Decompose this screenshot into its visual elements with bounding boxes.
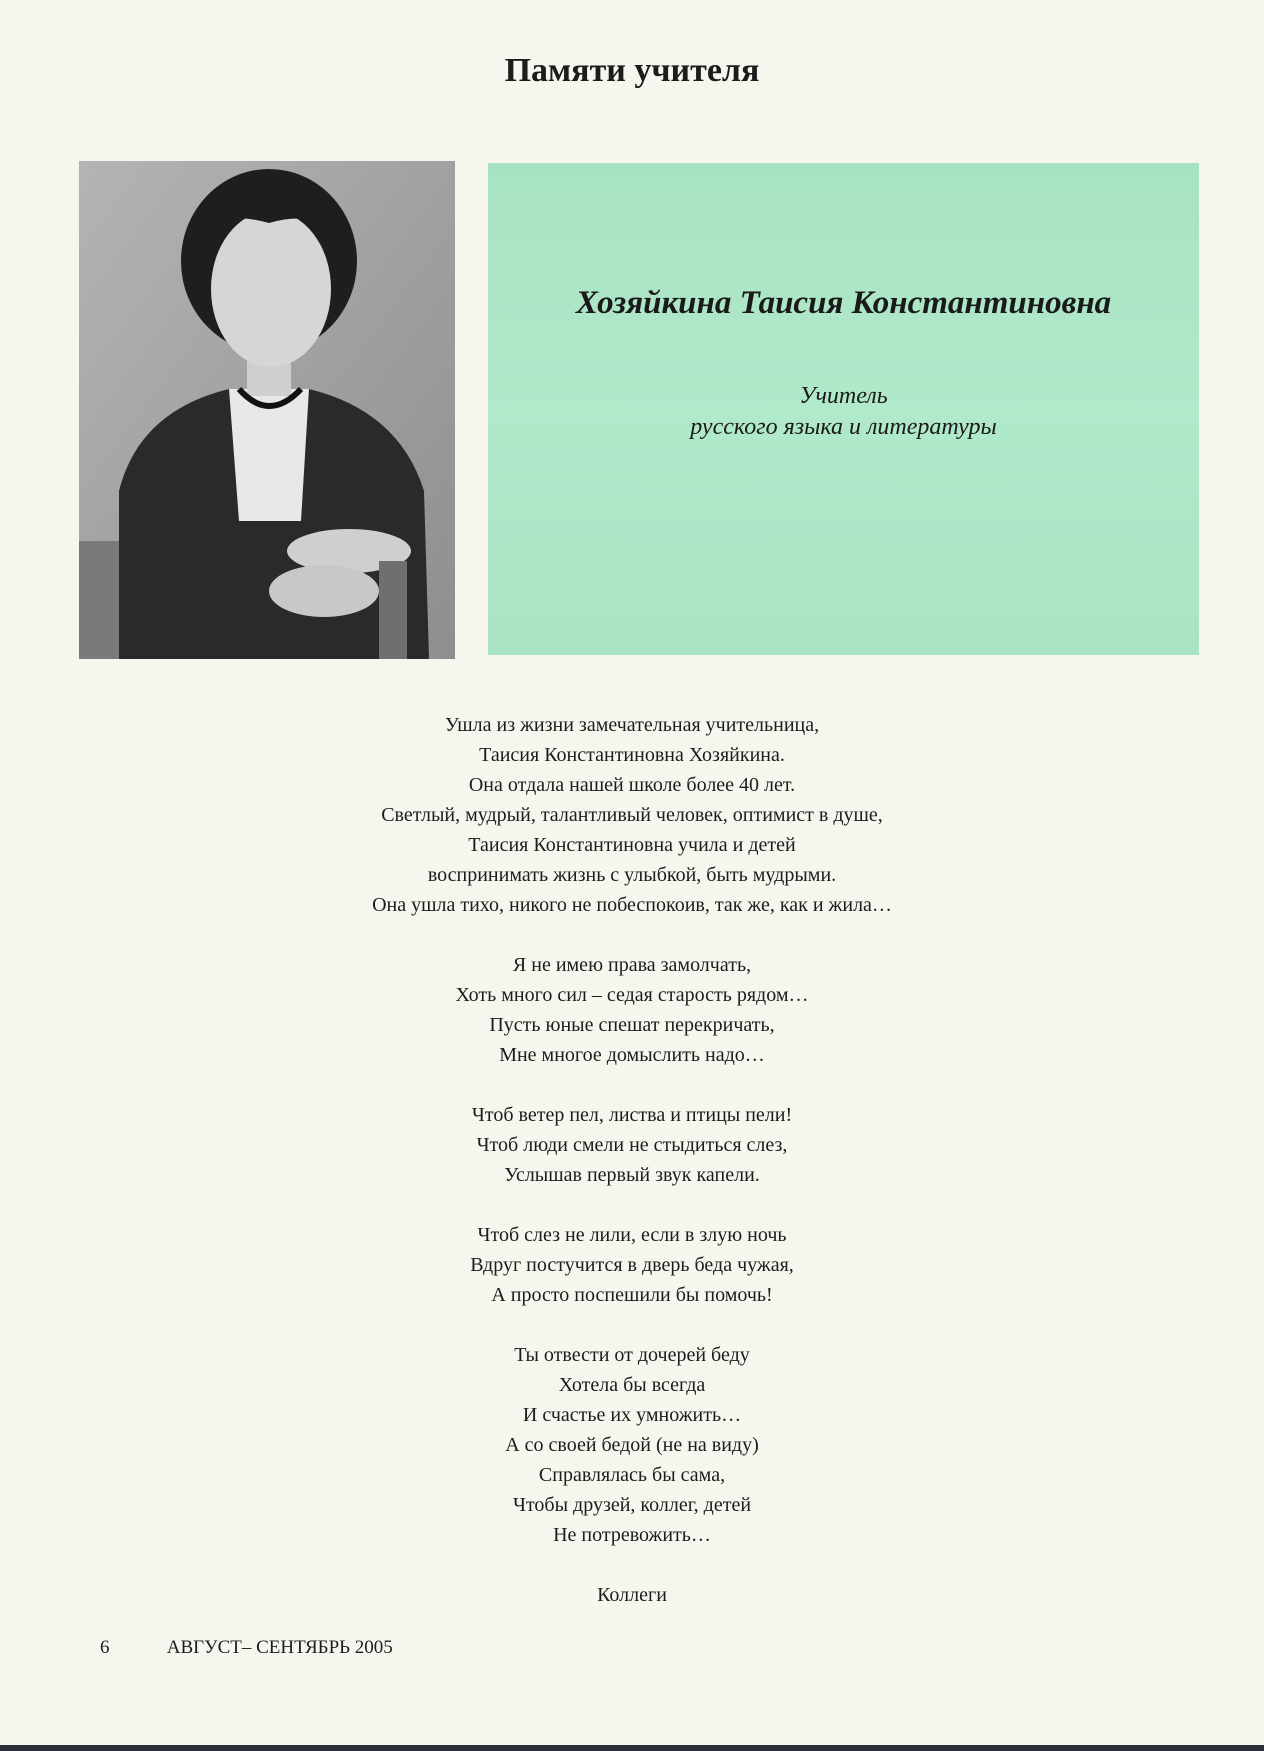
portrait-image [79,161,455,659]
poem-line: Пусть юные спешат перекричать, [489,1014,775,1036]
teacher-photo [79,161,455,659]
issue-date: АВГУСТ– СЕНТЯБРЬ 2005 [166,1637,393,1658]
poem-line: Не потревожить… [553,1524,711,1546]
poem-line: Вдруг постучится в дверь беда чужая, [470,1254,794,1276]
poem-line: Чтоб слез не лили, если в злую ночь [477,1224,787,1246]
poem-line: Чтоб ветер пел, листва и птицы пели! [471,1104,793,1126]
poem-line: А просто поспешили бы помочь! [491,1284,773,1306]
page-title: Памяти учителя [504,52,760,89]
poem-stanza [0,1340,1264,1550]
poem-line: И счастье их умножить… [522,1404,742,1426]
poem-line: А со своей бедой (не на виду) [505,1434,759,1456]
page-footer [100,1637,393,1659]
poem-stanza [0,1220,1264,1310]
poem-line: Хоть много сил – седая старость рядом… [455,984,809,1006]
poem-stanza [0,1100,1264,1190]
page-number: 6 [100,1637,110,1658]
poem-line: Я не имею права замолчать, [512,954,752,976]
signature: Коллеги [597,1584,667,1606]
poem-stanza [0,950,1264,1070]
poem-line: Хотела бы всегда [558,1374,706,1396]
poem-line: Чтобы друзей, коллег, детей [512,1494,752,1516]
text-line: Светлый, мудрый, талантливый человек, оптимист в душе, [381,804,883,826]
name-panel [488,163,1199,655]
text-line: воспринимать жизнь с улыбкой, быть мудрыми. [427,864,837,886]
bottom-rule [0,1745,1264,1751]
text-line: Таисия Константиновна учила и детей [468,834,796,856]
text-line: Она отдала нашей школе более 40 лет. [468,774,796,796]
text-line: Таисия Константиновна Хозяйкина. [479,744,785,766]
teacher-role-line: русского языка и литературы [690,414,997,440]
teacher-name: Хозяйкина Таисия Константиновна [575,285,1112,321]
intro-paragraph [0,710,1264,920]
memorial-text [0,710,1264,1610]
poem-line: Справлялась бы сама, [538,1464,726,1486]
poem-line: Услышав первый звук капели. [504,1164,760,1186]
text-line: Она ушла тихо, никого не побеспокоив, так же, как и жила… [372,894,892,916]
teacher-role [488,381,1199,443]
poem-line: Чтоб люди смели не стыдиться слез, [476,1134,788,1156]
text-line: Ушла из жизни замечательная учительница, [444,714,820,736]
poem-line: Ты отвести от дочерей беду [514,1344,750,1366]
teacher-role-line: Учитель [799,383,888,409]
poem-line: Мне многое домыслить надо… [499,1044,765,1066]
